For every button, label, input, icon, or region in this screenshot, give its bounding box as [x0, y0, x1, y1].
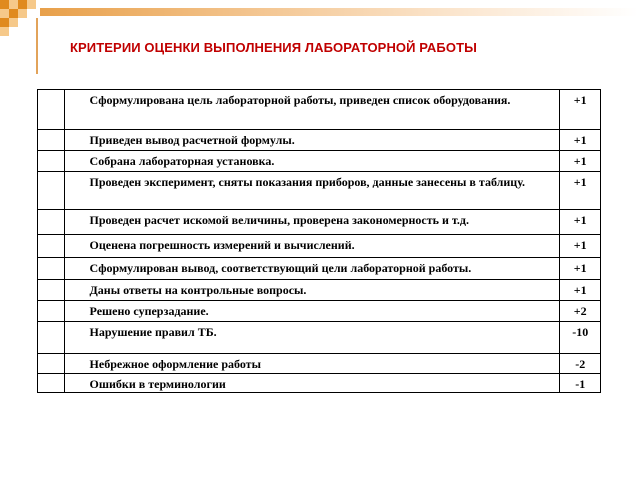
- checker-square: [9, 18, 18, 27]
- number-cell: [38, 235, 65, 258]
- checker-square: [27, 0, 36, 9]
- table-row: [38, 90, 601, 130]
- number-cell: [38, 172, 65, 210]
- table-row: [38, 235, 601, 258]
- number-cell: [38, 322, 65, 354]
- criterion-text: Ошибки в терминологии: [64, 374, 560, 393]
- number-cell: [38, 258, 65, 280]
- points-cell: +1: [560, 280, 601, 301]
- page-title: КРИТЕРИИ ОЦЕНКИ ВЫПОЛНЕНИЯ ЛАБОРАТОРНОЙ РАБОТЫ: [70, 40, 477, 55]
- checker-square: [9, 9, 18, 18]
- table-row: [38, 130, 601, 151]
- points-cell: +1: [560, 172, 601, 210]
- criterion-text: Нарушение правил ТБ.: [64, 322, 560, 354]
- number-cell: [38, 130, 65, 151]
- table-row: [38, 301, 601, 322]
- criterion-text: Оценена погрешность измерений и вычислений.: [64, 235, 560, 258]
- number-cell: [38, 90, 65, 130]
- header-gradient-bar: [40, 8, 638, 16]
- points-cell: +1: [560, 90, 601, 130]
- table-row: [38, 322, 601, 354]
- points-cell: +1: [560, 130, 601, 151]
- checker-square: [18, 9, 27, 18]
- points-cell: -2: [560, 354, 601, 374]
- criterion-text: Проведен эксперимент, сняты показания приборов, данные занесены в таблицу.: [64, 172, 560, 210]
- criterion-text: Даны ответы на контрольные вопросы.: [64, 280, 560, 301]
- points-cell: +2: [560, 301, 601, 322]
- criterion-text: Сформулирована цель лабораторной работы, приведен список оборудования.: [64, 90, 560, 130]
- points-cell: +1: [560, 210, 601, 235]
- number-cell: [38, 354, 65, 374]
- points-cell: -10: [560, 322, 601, 354]
- table-row: [38, 172, 601, 210]
- criteria-table: [37, 89, 601, 393]
- checker-square: [0, 0, 9, 9]
- number-cell: [38, 210, 65, 235]
- criterion-text: Проведен расчет искомой величины, проверена закономерность и т.д.: [64, 210, 560, 235]
- table-row: [38, 374, 601, 393]
- points-cell: +1: [560, 151, 601, 172]
- table-row: [38, 258, 601, 280]
- points-cell: +1: [560, 258, 601, 280]
- number-cell: [38, 301, 65, 322]
- table-row: [38, 354, 601, 374]
- checker-square: [0, 27, 9, 36]
- number-cell: [38, 374, 65, 393]
- criterion-text: Приведен вывод расчетной формулы.: [64, 130, 560, 151]
- criterion-text: Собрана лабораторная установка.: [64, 151, 560, 172]
- points-cell: +1: [560, 235, 601, 258]
- left-accent-line: [36, 18, 38, 74]
- table-row: [38, 151, 601, 172]
- criterion-text: Небрежное оформление работы: [64, 354, 560, 374]
- checker-square: [0, 9, 9, 18]
- points-cell: -1: [560, 374, 601, 393]
- criterion-text: Сформулирован вывод, соответствующий цели лабораторной работы.: [64, 258, 560, 280]
- number-cell: [38, 151, 65, 172]
- criterion-text: Решено суперзадание.: [64, 301, 560, 322]
- number-cell: [38, 280, 65, 301]
- checker-square: [9, 0, 18, 9]
- checker-square: [18, 0, 27, 9]
- checker-square: [0, 18, 9, 27]
- table-row: [38, 280, 601, 301]
- table-row: [38, 210, 601, 235]
